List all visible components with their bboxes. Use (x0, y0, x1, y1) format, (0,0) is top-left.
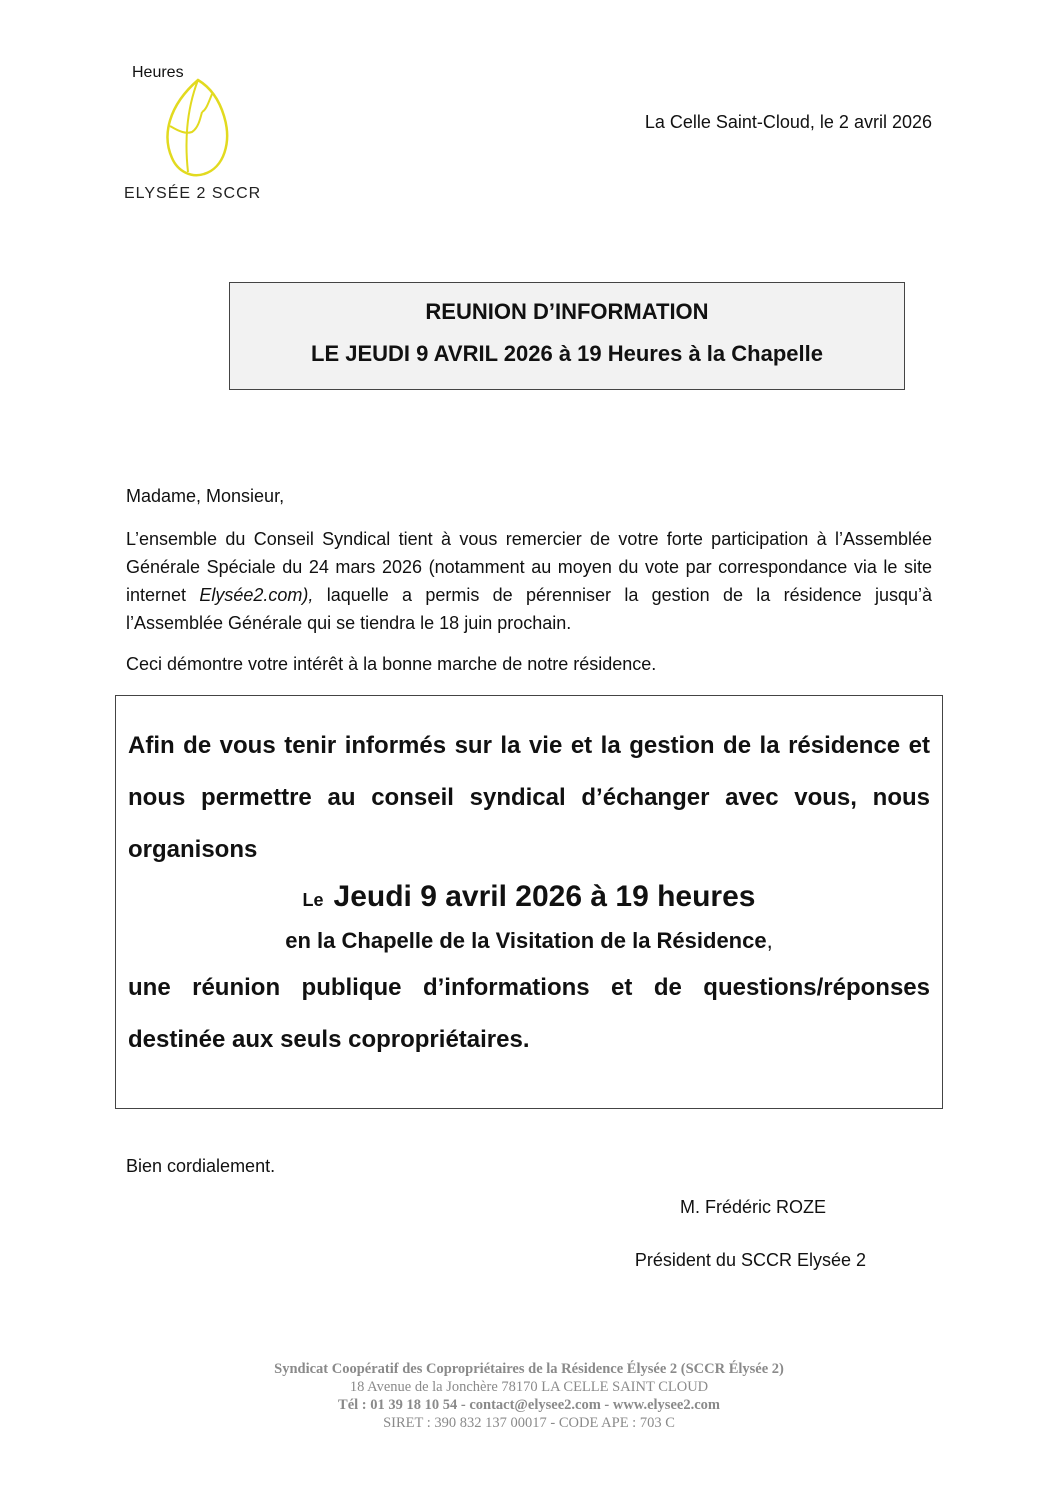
meeting-date (128, 880, 930, 914)
website-mention: Elysée2.com), (199, 585, 314, 605)
meeting-description: une réunion publique d’informations et de questions/réponses destinée aux seuls copropriétaires. (128, 974, 930, 1053)
footer-line-4: SIRET : 390 832 137 00017 - CODE APE : 703 C (383, 1415, 675, 1431)
title-line-1: REUNION D’INFORMATION (425, 299, 709, 324)
logo-text: ELYSÉE 2 SCCR (124, 185, 262, 202)
signature-name: M. Frédéric ROZE (679, 1197, 826, 1217)
paragraph-2: Ceci démontre votre intérêt à la bonne marche de notre résidence. (126, 654, 657, 674)
announcement-intro: Afin de vous tenir informés sur la vie et la gestion de la résidence et nous permettre au conseil syndical d’échanger avec vous, nous organisons (128, 732, 930, 863)
footer-line-1: Syndicat Coopératif des Copropriétaires de la Résidence Élysée 2 (SCCR Élysée 2) (274, 1361, 784, 1377)
dateline: La Celle Saint-Cloud, le 2 avril 2026 (644, 112, 932, 132)
paragraph-1-text-b: laquelle a permis de pérenniser la gestion de la résidence jusqu’à l’Assemblée Générale qui se tiendra le 18 juin prochain. (126, 585, 932, 633)
title-line-2: LE JEUDI 9 AVRIL 2026 à 19 Heures à la Chapelle (311, 341, 823, 366)
announcement-box (115, 695, 943, 1109)
salutation: Madame, Monsieur, (126, 486, 285, 506)
leaf-icon (158, 76, 238, 180)
signature-title: Président du SCCR Elysée 2 (634, 1250, 866, 1270)
footer-line-2: 18 Avenue de la Jonchère 78170 LA CELLE SAINT CLOUD (349, 1379, 709, 1395)
paragraph-1 (126, 525, 932, 637)
meeting-place-suffix: , (766, 928, 773, 953)
meeting-date-text: Jeudi 9 avril 2026 à 19 heures (333, 880, 756, 913)
meeting-place-text: en la Chapelle de la Visitation de la Résidence (285, 928, 767, 953)
logo-top-text: Heures (132, 64, 184, 81)
meeting-date-prefix: Le (302, 890, 324, 910)
footer-line-3: Tél : 01 39 18 10 54 - contact@elysee2.com - www.elysee2.com (338, 1397, 720, 1413)
footer (0, 1360, 1058, 1432)
closing: Bien cordialement. (126, 1156, 276, 1176)
title-box (229, 282, 905, 390)
paragraph-1-text-a: L’ensemble du Conseil Syndical tient à vous remercier de votre forte participation à l’Assemblée Générale Spéciale du 24 mars 2026 (notamment au moyen du vote par correspondance via le site internet (126, 529, 932, 605)
meeting-place (128, 928, 930, 954)
